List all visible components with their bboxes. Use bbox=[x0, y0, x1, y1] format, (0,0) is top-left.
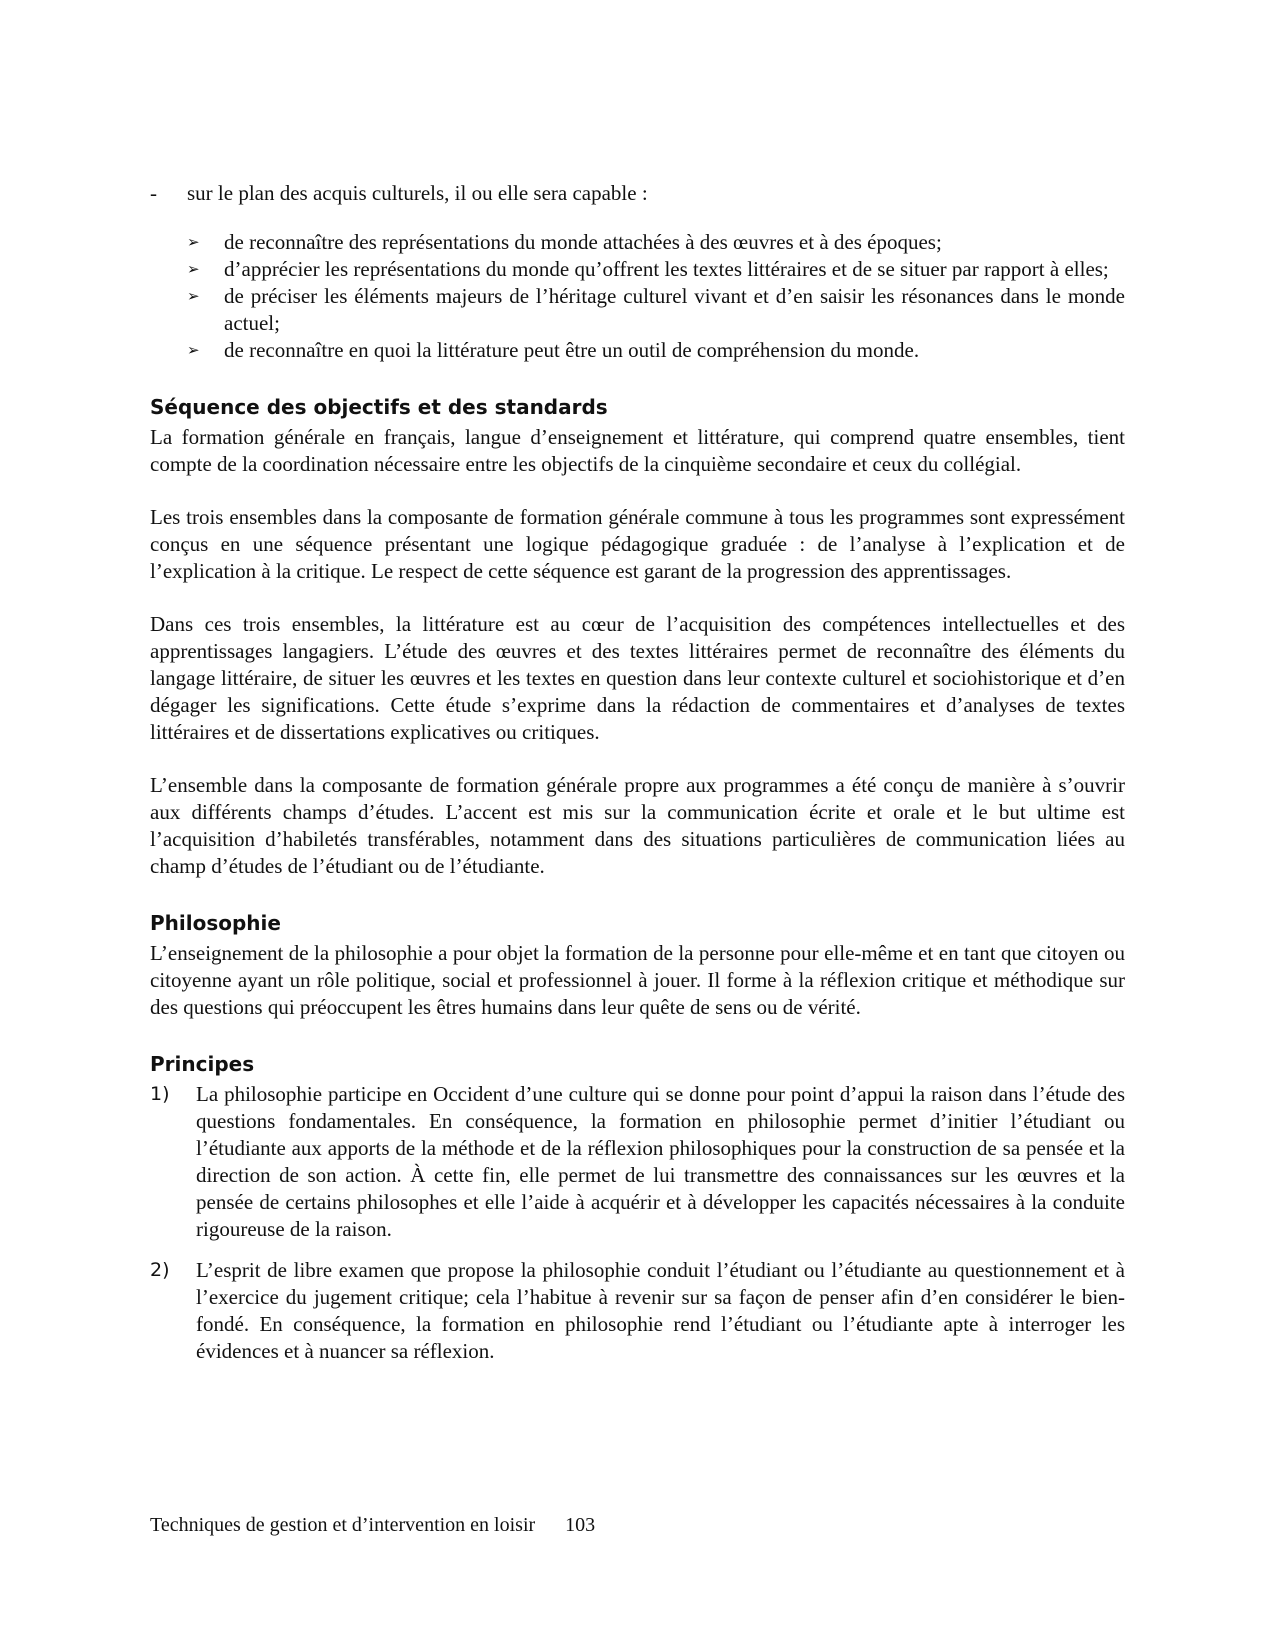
intro-marker: - bbox=[150, 181, 157, 205]
page-content bbox=[150, 180, 1125, 1379]
intro-text: sur le plan des acquis culturels, il ou elle sera capable : bbox=[187, 181, 648, 205]
page-number: 103 bbox=[565, 1514, 596, 1536]
section-sequence bbox=[150, 394, 1125, 880]
list-item bbox=[187, 229, 1125, 256]
arrow-bullet-icon: ➢ bbox=[187, 233, 200, 251]
item-number: 2) bbox=[150, 1259, 170, 1281]
paragraph: L’ensemble dans la composante de formation générale propre aux programmes a été conçu de manière à s’ouvrir aux différents champs d’études. L’accent est mis sur la communication écrite et orale et le but ultime est l’acquisition d’habiletés transférables, notamment dans des situations particulières de communication liées au champ d’études de l’étudiant ou de l’étudiante. bbox=[150, 773, 1125, 878]
section-heading: Principes bbox=[150, 1052, 255, 1076]
arrow-bullet-icon: ➢ bbox=[187, 287, 200, 305]
paragraph: Les trois ensembles dans la composante de formation générale commune à tous les programmes sont expressément conçus en une séquence présentant une logique pédagogique graduée : de l’analyse à l’explication et de l’explication à la critique. Le respect de cette séquence est garant de la progression des apprentissages. bbox=[150, 505, 1125, 583]
list-item bbox=[150, 1257, 1125, 1365]
list-item bbox=[150, 1081, 1125, 1243]
footer-title: Techniques de gestion et d’intervention en loisir bbox=[150, 1514, 536, 1536]
bullet-list bbox=[150, 229, 1125, 364]
item-text: L’esprit de libre examen que propose la philosophie conduit l’étudiant ou l’étudiante au questionnement et à l’exercice du jugement critique; cela l’habitue à revenir sur sa façon de penser afin d’en considérer le bien-fondé. En conséquence, la formation en philosophie rend l’étudiant ou l’étudiante apte à interroger les évidences et à nuancer sa réflexion. bbox=[196, 1258, 1125, 1363]
numbered-list bbox=[150, 1081, 1125, 1365]
bullet-text: de préciser les éléments majeurs de l’héritage culturel vivant et d’en saisir les résonances dans le monde actuel; bbox=[224, 284, 1125, 335]
arrow-bullet-icon: ➢ bbox=[187, 341, 200, 359]
bullet-text: de reconnaître en quoi la littérature peut être un outil de compréhension du monde. bbox=[224, 338, 920, 362]
item-text: La philosophie participe en Occident d’une culture qui se donne pour point d’appui la raison dans l’étude des questions fondamentales. En conséquence, la formation en philosophie permet d’initier l’étudiant ou l’étudiante aux apports de la méthode et de la réflexion philosophiques pour la construction de sa pensée et la direction de son action. À cette fin, elle permet de lui transmettre des connaissances sur les œuvres et la pensée de certains philosophes et elle l’aide à acquérir et à développer les capacités nécessaires à la conduite rigoureuse de la raison. bbox=[196, 1082, 1125, 1241]
list-item bbox=[187, 283, 1125, 337]
intro-line bbox=[150, 180, 1125, 207]
bullet-text: d’apprécier les représentations du monde qu’offrent les textes littéraires et de se situer par rapport à elles; bbox=[224, 257, 1109, 281]
section-heading: Séquence des objectifs et des standards bbox=[150, 395, 608, 419]
section-principes bbox=[150, 1051, 1125, 1365]
paragraph: Dans ces trois ensembles, la littérature est au cœur de l’acquisition des compétences intellectuelles et des apprentissages langagiers. L’étude des œuvres et des textes littéraires permet de reconnaître des éléments du langage littéraire, de situer les œuvres et les textes en question dans leur contexte culturel et sociohistorique et d’en dégager les significations. Cette étude s’exprime dans la rédaction de commentaires et d’analyses de textes littéraires et de dissertations explicatives ou critiques. bbox=[150, 612, 1125, 744]
item-number: 1) bbox=[150, 1083, 170, 1105]
arrow-bullet-icon: ➢ bbox=[187, 260, 200, 278]
paragraph: L’enseignement de la philosophie a pour objet la formation de la personne pour elle-même et en tant que citoyen ou citoyenne ayant un rôle politique, social et professionnel à jouer. Il forme à la réflexion critique et méthodique sur des questions qui préoccupent les êtres humains dans leur quête de sens ou de vérité. bbox=[150, 941, 1125, 1019]
page-footer bbox=[150, 1512, 595, 1538]
bullet-text: de reconnaître des représentations du monde attachées à des œuvres et à des époques; bbox=[224, 230, 942, 254]
list-item bbox=[187, 337, 1125, 364]
section-philosophie bbox=[150, 910, 1125, 1021]
paragraph: La formation générale en français, langue d’enseignement et littérature, qui comprend quatre ensembles, tient compte de la coordination nécessaire entre les objectifs de la cinquième secondaire et ceux du collégial. bbox=[150, 425, 1125, 476]
list-item bbox=[187, 256, 1125, 283]
section-heading: Philosophie bbox=[150, 911, 281, 935]
